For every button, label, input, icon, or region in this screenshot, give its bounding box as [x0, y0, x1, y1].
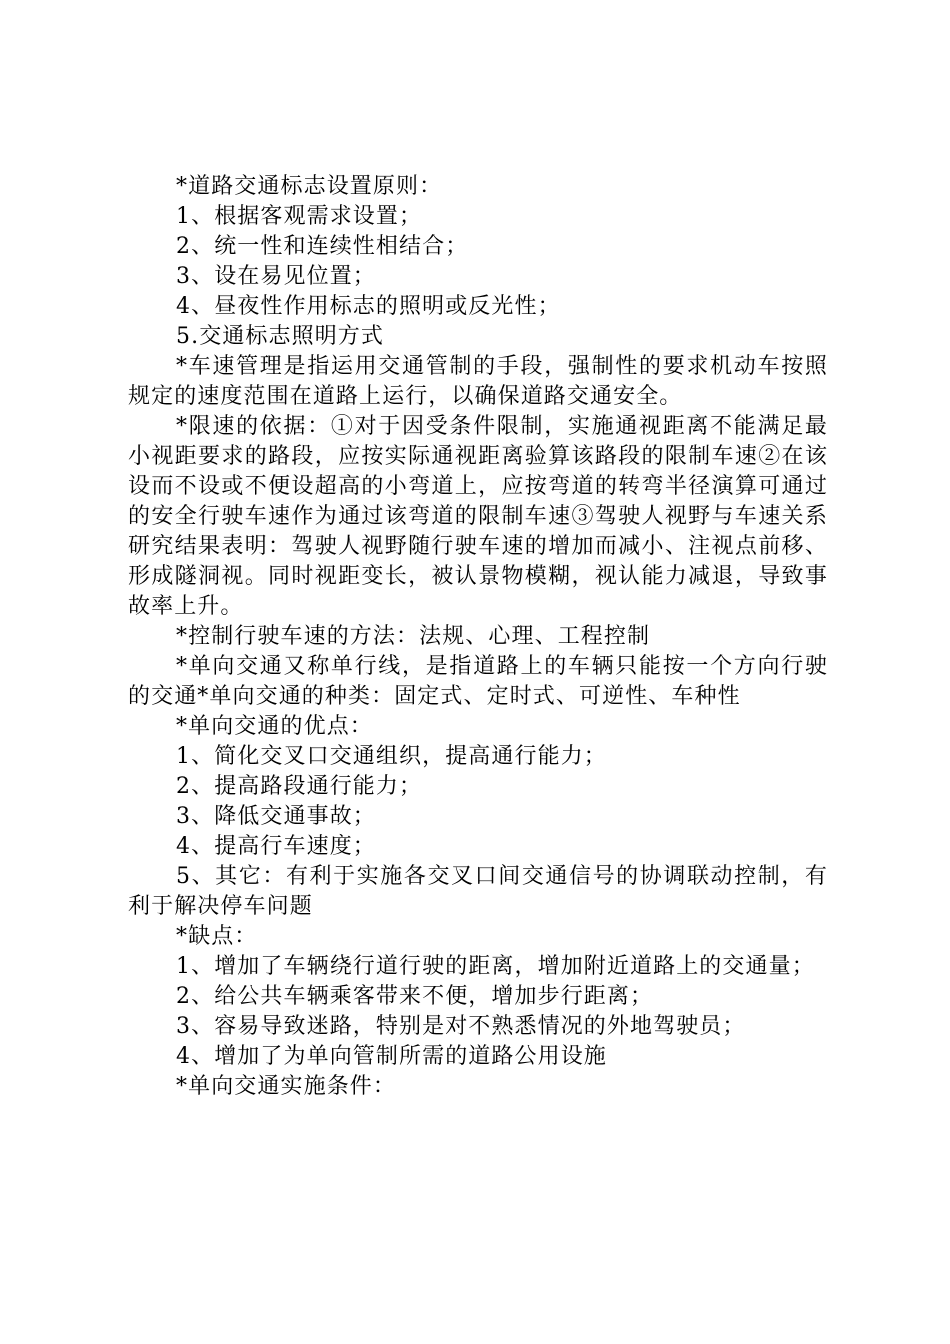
paragraph: 5、其它：有利于实施各交叉口间交通信号的协调联动控制，有利于解决停车问题	[128, 864, 828, 919]
paragraph: *道路交通标志设置原则：	[176, 174, 443, 199]
paragraph: 2、给公共车辆乘客带来不便，增加步行距离；	[176, 984, 654, 1009]
document-body	[128, 172, 828, 1102]
paragraph: 4、增加了为单向管制所需的道路公用设施	[176, 1044, 607, 1069]
paragraph: 1、增加了车辆绕行道行驶的距离，增加附近道路上的交通量；	[176, 954, 815, 979]
paragraph: 3、降低交通事故；	[176, 804, 376, 829]
paragraph: 4、昼夜性作用标志的照明或反光性；	[176, 294, 561, 319]
paragraph: 3、设在易见位置；	[176, 264, 376, 289]
paragraph: 5.交通标志照明方式	[176, 324, 384, 349]
paragraph: 2、提高路段通行能力；	[176, 774, 423, 799]
paragraph: *控制行驶车速的方法：法规、心理、工程控制	[176, 624, 651, 649]
paragraph: *缺点：	[176, 924, 258, 949]
paragraph: *单向交通又称单行线，是指道路上的车辆只能按一个方向行驶的交通*单向交通的种类：固定式、定时式、可逆性、车种性	[128, 654, 828, 709]
paragraph: 1、简化交叉口交通组织，提高通行能力；	[176, 744, 607, 769]
paragraph: *单向交通的优点：	[176, 714, 373, 739]
paragraph: *单向交通实施条件：	[176, 1074, 397, 1099]
paragraph: 4、提高行车速度；	[176, 834, 376, 859]
paragraph: 2、统一性和连续性相结合；	[176, 234, 469, 259]
paragraph: 1、根据客观需求设置；	[176, 204, 423, 229]
paragraph: 3、容易导致迷路，特别是对不熟悉情况的外地驾驶员；	[176, 1014, 746, 1039]
paragraph: *限速的依据：①对于因受条件限制，实施通视距离不能满足最小视距要求的路段，应按实际通视距离验算该路段的限制车速②在该设而不设或不便设超高的小弯道上，应按弯道的转弯半径演算可通过的安全行驶车速作为通过该弯道的限制车速③驾驶人视野与车速关系研究结果表明：驾驶人视野随行驶车速的增加而减小、注视点前移、形成隧洞视。同时视距变长，被认景物模糊，视认能力减退，导致事故率上升。	[128, 414, 828, 619]
paragraph: *车速管理是指运用交通管制的手段，强制性的要求机动车按照规定的速度范围在道路上运行，以确保道路交通安全。	[128, 354, 828, 409]
